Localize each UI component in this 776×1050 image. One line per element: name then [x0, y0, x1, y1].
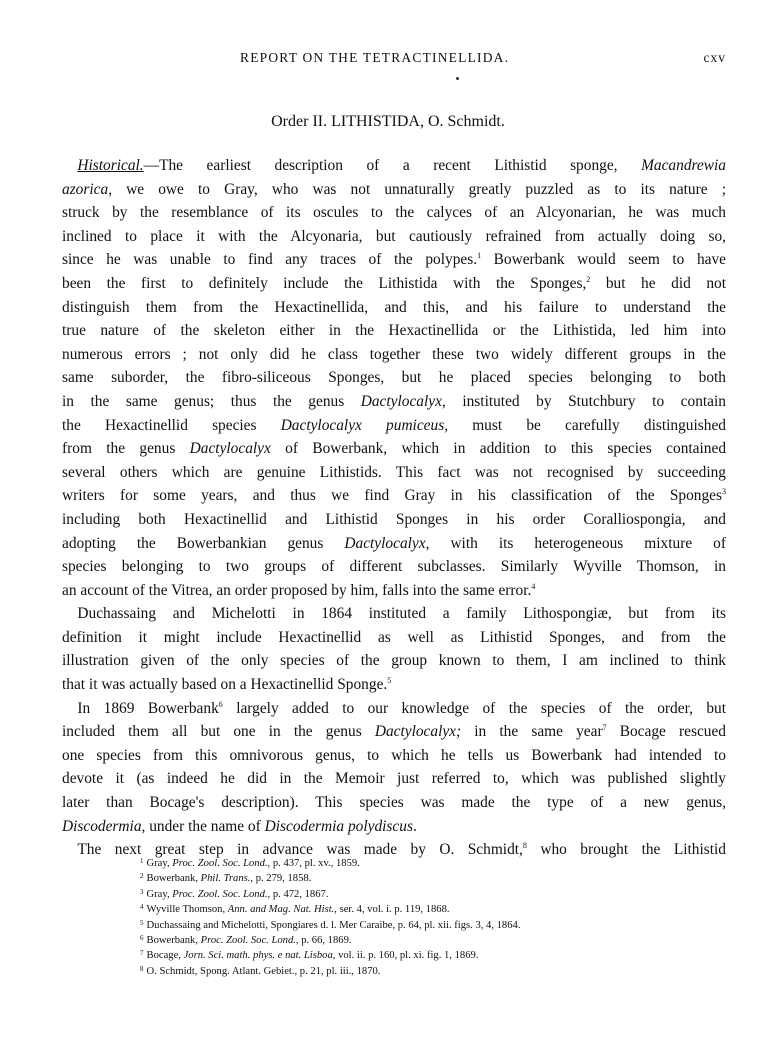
text-line: definition it might include Hexactinellid as well as Lithistid Sponges, and from the [62, 628, 726, 646]
text-line: that it was actually based on a Hexactinellid Sponge.$^5$ [62, 676, 392, 694]
footnote-ref: 8 [522, 841, 527, 851]
lead-label: Historical. [77, 157, 144, 174]
section-title: Order II. LITHISTIDA, O. Schmidt. [271, 113, 505, 130]
text-line: Historical.—The earliest description of a recent Lithistid sponge, Macandrewia [77, 157, 726, 174]
text-line: Discodermia, under the name of Discodermia polydiscus. [62, 817, 417, 835]
body-text [62, 154, 726, 862]
footnote-ref: 1 [477, 251, 482, 261]
footnote-ref: 5 [387, 676, 392, 686]
text-line: the Hexactinellid species Dactylocalyx pumiceus, must be carefully distinguished [62, 416, 726, 434]
text-line: including both Hexactinellid and Lithistid Sponges in his order Coralliospongia, and [62, 510, 726, 528]
footnote: $^1$ Gray, Proc. Zool. Soc. Lond., p. 437, pl. xv., 1859. [140, 857, 360, 869]
text-line: numerous errors ; not only did he class together these two widely different groups in the [62, 345, 726, 363]
footnote: $^4$ Wyville Thomson, Ann. and Mag. Nat. Hist., ser. 4, vol. i. p. 119, 1868. [140, 903, 450, 916]
text-line: since he was unable to find any traces of the polypes.$^1$ Bowerbank would seem to have [62, 251, 726, 269]
text-line: inclined to place it with the Alcyonaria, but cautiously refrained from actually doing so, [62, 227, 726, 245]
footnote: $^3$ Gray, Proc. Zool. Soc. Lond., p. 472, 1867. [140, 887, 329, 900]
text-line: distinguish them from the Hexactinellida, and this, and his failure to understand the [62, 298, 726, 316]
text-line: Duchassaing and Michelotti in 1864 instituted a family Lithospongiæ, but from its [77, 605, 726, 623]
footnote-ref: 4 [531, 581, 536, 591]
footnote: $^8$ O. Schmidt, Spong. Atlant. Gebiet., p. 21, pl. iii., 1870. [140, 964, 381, 977]
footnote-ref: 6 [218, 699, 223, 709]
text-line: species belonging to two groups of different subclasses. Similarly Wyville Thomson, in [62, 558, 726, 576]
page-number: cxv [703, 50, 726, 65]
text-line: one species from this omnivorous genus, to which he tells us Bowerbank had intended to [62, 746, 726, 764]
footnote: $^5$ Duchassaing and Michelotti, Spongiares d. l. Mer Caraibe, p. 64, pl. xii. figs. 3, 4, 1864. [140, 918, 521, 931]
text-line: The next great step in advance was made by O. Schmidt,$^8$ who brought the Lithistid [77, 841, 726, 859]
text-line: an account of the Vitrea, an order proposed by him, falls into the same error.$^4$ [62, 581, 536, 599]
running-header [62, 50, 726, 70]
text-line: been the first to definitely include the Lithistida with the Sponges,$^2$ but he did not [62, 274, 726, 292]
text-line: adopting the Bowerbankian genus Dactylocalyx, with its heterogeneous mixture of [62, 534, 726, 552]
text-line: writers for some years, and thus we find Gray in his classification of the Sponges$^3$ [62, 487, 726, 505]
text-line: same suborder, the fibro-siliceous Sponges, but he placed species belonging to both [62, 369, 726, 387]
text-line: from the genus Dactylocalyx of Bowerbank, which in addition to this species contained [62, 440, 727, 458]
footnote: $^2$ Bowerbank, Phil. Trans., p. 279, 1858. [140, 872, 312, 885]
footnote-ref: 3 [722, 487, 726, 497]
running-title: REPORT ON THE TETRACTINELLIDA. [240, 50, 510, 65]
text-line: devote it (as indeed he did in the Memoir just referred to, which was published slightly [62, 770, 726, 788]
text-line: included them all but one in the genus Dactylocalyx; in the same year$^7$ Bocage rescued [62, 723, 726, 741]
text-line: illustration given of the only species of the group known to them, I am inclined to think [62, 652, 726, 670]
paragraph-bowerbank [62, 697, 726, 839]
footnote: $^6$ Bowerbank, Proc. Zool. Soc. Lond., p. 66, 1869. [140, 934, 352, 947]
paragraph-duchassaing [62, 602, 726, 696]
footnote-ref: 2 [586, 274, 591, 284]
footnotes [140, 856, 730, 979]
text-line: azorica, we owe to Gray, who was not unnaturally greatly puzzled as to its nature ; [62, 180, 726, 198]
printer-dot [456, 77, 459, 80]
text-line: In 1869 Bowerbank$^6$ largely added to our knowledge of the species of the order, but [77, 699, 727, 717]
paragraph-historical [62, 154, 726, 602]
footnote-ref: 7 [602, 723, 607, 733]
text-line: later than Bocage's description). This species was made the type of a new genus, [62, 794, 726, 812]
text-line: in the same genus; thus the genus Dactylocalyx, instituted by Stutchbury to contain [62, 392, 726, 410]
footnote: $^7$ Bocage, Jorn. Sci. math. phys. e nat. Lisboa, vol. ii. p. 160, pl. xi. fig. 1, 1869. [140, 949, 479, 962]
text-line: true nature of the skeleton either in the Hexactinellida or the Lithistida, led him into [62, 322, 726, 340]
text-line: several others which are genuine Lithistids. This fact was not recognised by succeeding [62, 463, 726, 481]
text-line: struck by the resemblance of its oscules to the calyces of an Alcyonarian, he was much [62, 204, 726, 222]
